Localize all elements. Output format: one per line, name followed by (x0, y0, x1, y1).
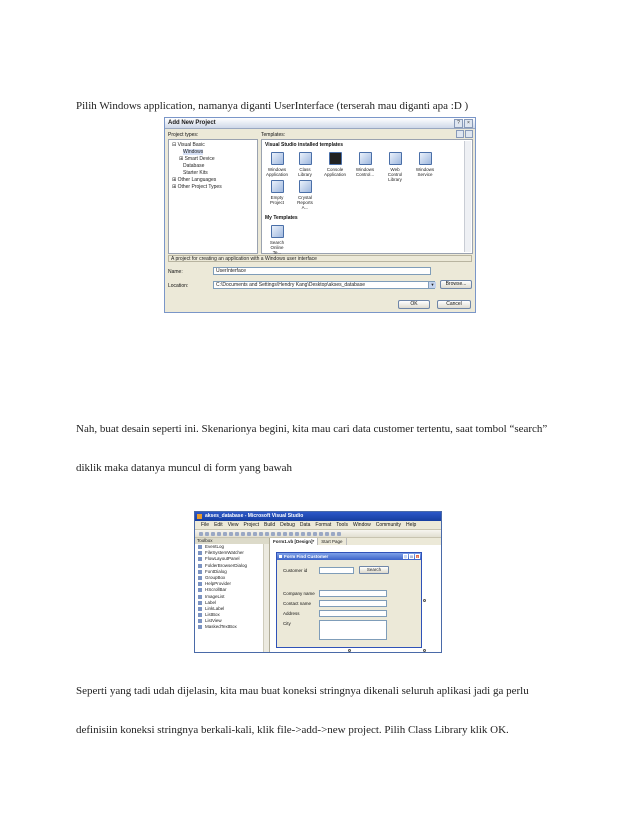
template-search-online[interactable]: Search Online Te... (266, 225, 288, 255)
toolbox-item[interactable]: HelpProvider (195, 581, 269, 587)
toolbar-button-icon[interactable] (211, 532, 215, 536)
template-web-control-library[interactable]: Web Control Library (384, 152, 406, 182)
toolbox-header: Toolbox (195, 538, 269, 544)
menu-file[interactable]: File (201, 522, 210, 528)
template-console-application[interactable]: Console Application (324, 152, 346, 177)
template-windows-service[interactable]: Windows Service (414, 152, 436, 177)
paragraph-connection-string: Seperti yang tadi udah dijelasin, kita mau buat koneksi stringnya dikenali seluruh aplikasi jadi ga perlu (76, 685, 529, 697)
add-new-project-dialog (164, 117, 476, 313)
form-icon (279, 555, 282, 558)
control-icon (198, 551, 202, 555)
toolbar-button-icon[interactable] (289, 532, 293, 536)
crystal-reports-icon (299, 180, 312, 193)
tree-item-smart-device[interactable]: ⊞ Smart Device (179, 156, 215, 162)
company-name-textbox[interactable] (319, 590, 387, 597)
menu-debug[interactable]: Debug (280, 522, 295, 528)
customer-id-label: Customer id (283, 568, 308, 573)
template-class-library[interactable]: Class Library (294, 152, 316, 177)
menu-project[interactable]: Project (243, 522, 259, 528)
toolbar-button-icon[interactable] (301, 532, 305, 536)
help-icon[interactable]: ? (454, 119, 463, 128)
control-icon (198, 545, 202, 549)
menu-community[interactable]: Community (375, 522, 402, 528)
toolbar-button-icon[interactable] (253, 532, 257, 536)
search-online-icon (271, 225, 284, 238)
control-icon (198, 582, 202, 586)
visual-studio-window (194, 511, 442, 653)
template-crystal-reports[interactable]: Crystal Reports A... (294, 180, 316, 210)
close-icon[interactable]: × (464, 119, 473, 128)
location-label: Location: (168, 283, 189, 289)
control-icon (198, 607, 202, 611)
installed-templates-heading: Visual Studio installed templates (265, 142, 343, 148)
menu-data[interactable]: Data (299, 522, 311, 528)
templates-scrollbar[interactable] (464, 141, 471, 252)
city-textbox[interactable] (319, 620, 387, 640)
project-types-label: Project types: (168, 132, 199, 138)
toolbox-item[interactable]: ImageList (195, 594, 269, 600)
toolbar-button-icon[interactable] (307, 532, 311, 536)
form-find-customer[interactable] (276, 552, 422, 648)
toolbox-item[interactable]: FlowLayoutPanel (195, 556, 269, 562)
resize-handle[interactable] (423, 599, 426, 602)
project-types-tree[interactable] (168, 139, 258, 254)
toolbar-button-icon[interactable] (205, 532, 209, 536)
template-description: A project for creating an application with a Windows user interface (168, 255, 472, 262)
toolbar-button-icon[interactable] (325, 532, 329, 536)
toolbar-button-icon[interactable] (271, 532, 275, 536)
toolbar-button-icon[interactable] (337, 532, 341, 536)
designer-area (270, 538, 442, 653)
toolbox-item[interactable]: FileSystemWatcher (195, 550, 269, 556)
templates-label: Templates: (261, 132, 286, 138)
paragraph-design: Nah, buat desain seperti ini. Skenarionya begini, kita mau cari data customer tertentu, saat tombol “search” (76, 423, 548, 435)
empty-project-icon (271, 180, 284, 193)
chevron-down-icon[interactable]: ▼ (428, 282, 436, 288)
small-icons-view-icon[interactable] (465, 130, 473, 138)
menu-bar (195, 521, 441, 529)
dialog-titlebar (165, 118, 475, 129)
vs-title: akses_database - Microsoft Visual Studio (205, 513, 304, 519)
control-icon (198, 570, 202, 574)
toolbar-button-icon[interactable] (313, 532, 317, 536)
visual-studio-icon (197, 514, 202, 519)
toolbar-button-icon[interactable] (277, 532, 281, 536)
dialog-title: Add New Project (168, 120, 216, 126)
tree-item-visual-basic[interactable]: ⊟ Visual Basic (172, 142, 205, 148)
toolbox-item[interactable]: HScrollBar (195, 587, 269, 593)
toolbox-item[interactable]: FontDialog (195, 569, 269, 575)
tab-start-page[interactable]: Start Page (318, 538, 346, 545)
toolbar-button-icon[interactable] (319, 532, 323, 536)
template-windows-control[interactable]: Windows Control... (354, 152, 376, 177)
control-icon (198, 595, 202, 599)
control-icon (198, 576, 202, 580)
menu-edit[interactable]: Edit (214, 522, 223, 528)
toolbar (195, 529, 441, 538)
toolbar-button-icon[interactable] (235, 532, 239, 536)
template-windows-application[interactable]: Windows Application (266, 152, 288, 177)
large-icons-view-icon[interactable] (456, 130, 464, 138)
tree-item-starter-kits[interactable]: Starter Kits (183, 170, 208, 176)
tab-form1-design[interactable]: Form1.vb [Design]* (270, 538, 318, 545)
menu-window[interactable]: Window (352, 522, 371, 528)
document-tabs (270, 538, 442, 545)
templates-pane[interactable] (261, 139, 473, 254)
control-icon (198, 625, 202, 629)
control-icon (198, 588, 202, 592)
ok-button[interactable]: OK (398, 300, 430, 309)
toolbox-item[interactable]: MaskedTextBox (195, 624, 269, 630)
resize-handle[interactable] (423, 649, 426, 652)
cancel-button[interactable]: Cancel (437, 300, 471, 309)
toolbar-button-icon[interactable] (283, 532, 287, 536)
location-field[interactable]: C:\Documents and Settings\Hendry Kang\Desktop\akses_database (213, 281, 435, 289)
project-name-field[interactable]: UserInterface (213, 267, 431, 275)
control-icon (198, 613, 202, 617)
toolbar-button-icon[interactable] (265, 532, 269, 536)
windows-control-icon (359, 152, 372, 165)
city-label: City (283, 621, 291, 626)
resize-handle[interactable] (348, 649, 351, 652)
search-button[interactable]: Search (359, 566, 389, 574)
contact-name-textbox[interactable] (319, 600, 387, 607)
menu-tools[interactable]: Tools (336, 522, 348, 528)
toolbar-button-icon[interactable] (217, 532, 221, 536)
paragraph-intro: Pilih Windows application, namanya diganti UserInterface (terserah mau diganti apa :D ) (76, 100, 469, 112)
menu-build[interactable]: Build (264, 522, 276, 528)
toolbox-scrollbar[interactable] (263, 544, 269, 653)
toolbar-button-icon[interactable] (295, 532, 299, 536)
toolbox-item[interactable]: Label (195, 600, 269, 606)
toolbox-item[interactable]: ListBox (195, 612, 269, 618)
toolbar-button-icon[interactable] (259, 532, 263, 536)
windows-service-icon (419, 152, 432, 165)
control-icon (198, 619, 202, 623)
company-name-label: Company name (283, 591, 315, 596)
paragraph-search-result: diklik maka datanya muncul di form yang bawah (76, 462, 292, 474)
menu-help[interactable]: Help (406, 522, 417, 528)
toolbar-button-icon[interactable] (229, 532, 233, 536)
toolbar-button-icon[interactable] (247, 532, 251, 536)
address-textbox[interactable] (319, 610, 387, 617)
paragraph-add-project: definisiin koneksi stringnya berkali-kali, klik file->add->new project. Pilih Class Library klik OK. (76, 724, 509, 736)
tree-item-windows[interactable]: Windows (183, 149, 204, 155)
form-title: Form Find Customer (284, 554, 329, 559)
form-titlebar (277, 553, 421, 560)
toolbox-item[interactable]: GroupBox (195, 575, 269, 581)
toolbar-button-icon[interactable] (199, 532, 203, 536)
toolbox-panel (195, 538, 270, 653)
toolbox-item[interactable]: EventLog (195, 544, 269, 550)
toolbox-item[interactable]: FolderBrowserDialog (195, 563, 269, 569)
tree-item-other-languages[interactable]: ⊞ Other Languages (172, 177, 217, 183)
menu-view[interactable]: View (227, 522, 239, 528)
name-label: Name: (168, 269, 183, 275)
class-library-icon (299, 152, 312, 165)
template-empty-project[interactable]: Empty Project (266, 180, 288, 205)
customer-id-textbox[interactable] (319, 567, 354, 574)
address-label: Address (283, 611, 300, 616)
console-application-icon (329, 152, 342, 165)
maximize-icon[interactable]: □ (410, 555, 413, 559)
tree-item-database[interactable]: Database (183, 163, 205, 169)
windows-application-icon (271, 152, 284, 165)
toolbar-button-icon[interactable] (331, 532, 335, 536)
my-templates-heading: My Templates (265, 215, 298, 221)
control-icon (198, 557, 202, 561)
menu-format[interactable]: Format (315, 522, 332, 528)
vs-titlebar (195, 512, 441, 521)
close-icon[interactable]: × (416, 555, 419, 559)
toolbox-item[interactable]: ListView (195, 618, 269, 624)
tree-item-other-project-types[interactable]: ⊞ Other Project Types (172, 184, 222, 190)
web-control-library-icon (389, 152, 402, 165)
toolbar-button-icon[interactable] (241, 532, 245, 536)
contact-name-label: Contact name (283, 601, 312, 606)
toolbox-item[interactable]: LinkLabel (195, 606, 269, 612)
control-icon (198, 601, 202, 605)
minimize-icon[interactable]: _ (404, 555, 407, 559)
control-icon (198, 564, 202, 568)
browse-button[interactable]: Browse... (440, 280, 472, 289)
toolbar-button-icon[interactable] (223, 532, 227, 536)
